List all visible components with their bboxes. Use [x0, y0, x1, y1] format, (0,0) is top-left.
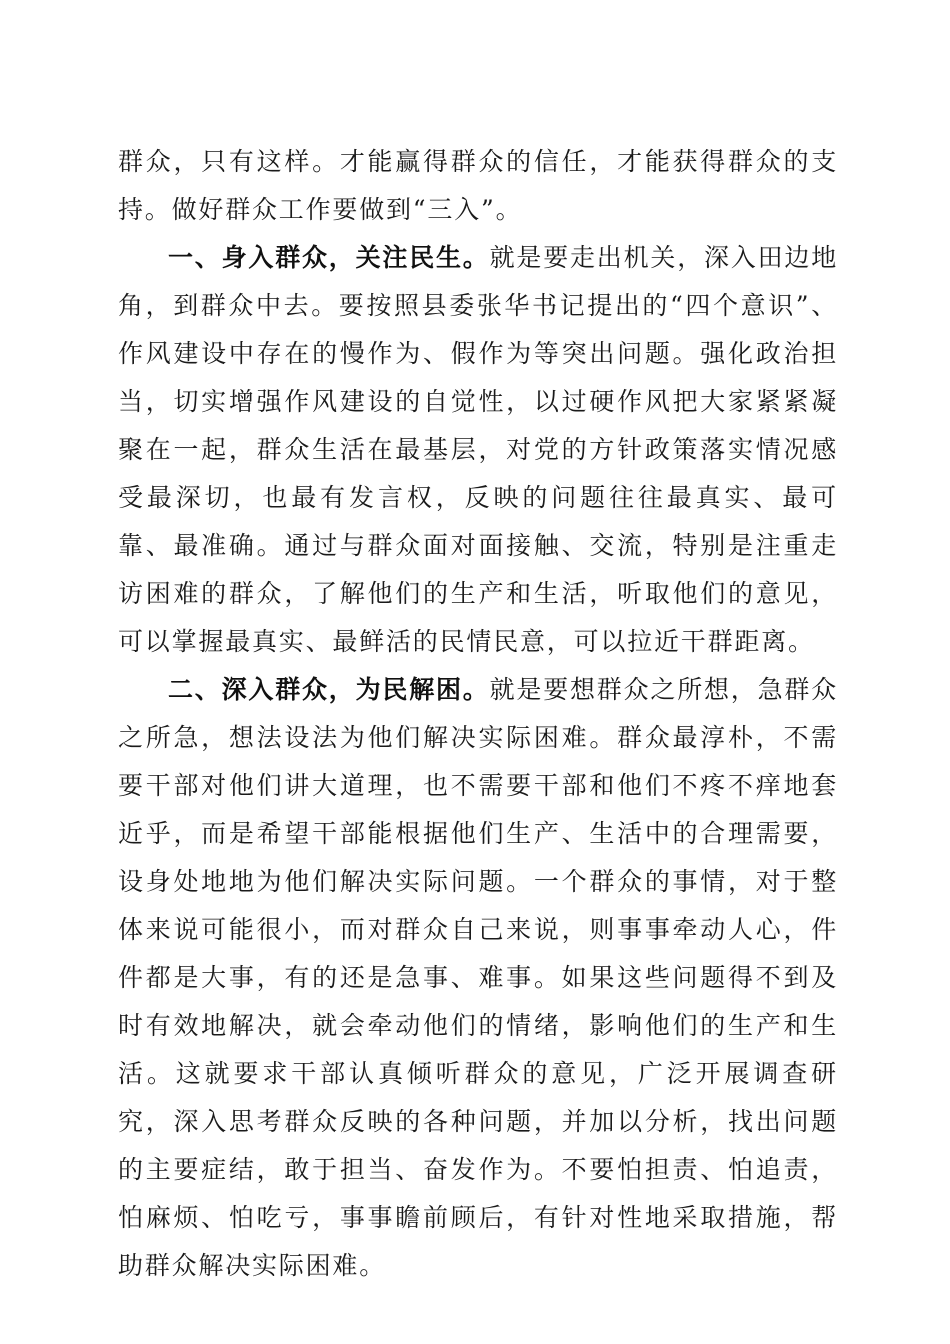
section-2-heading: 二、深入群众，为民解困。 — [168, 675, 490, 704]
section-1-paragraph — [118, 234, 838, 666]
section-1-heading: 一、身入群众，关注民生。 — [168, 243, 490, 272]
document-body — [118, 138, 838, 1290]
section-1-body: 就是要走出机关，深入田边地角，到群众中去。要按照县委张华书记提出的“四个意识”、作风建设中存在的慢作为、假作为等突出问题。强化政治担当，切实增强作风建设的自觉性，以过硬作风把大家紧紧凝聚在一起，群众生活在最基层，对党的方针政策落实情况感受最深切，也最有发言权，反映的问题往往最真实、最可靠、最准确。通过与群众面对面接触、交流，特别是注重走访困难的群众，了解他们的生产和生活，听取他们的意见，可以掌握最真实、最鲜活的民情民意，可以拉近干群距离。 — [118, 243, 839, 656]
intro-paragraph: 群众，只有这样。才能赢得群众的信任，才能获得群众的支持。做好群众工作要做到“三入”。 — [118, 147, 838, 224]
section-2-paragraph — [118, 666, 838, 1290]
section-2-body: 就是要想群众之所想，急群众之所急，想法设法为他们解决实际困难。群众最淳朴，不需要干部对他们讲大道理，也不需要干部和他们不疼不痒地套近乎，而是希望干部能根据他们生产、生活中的合理需要，设身处地地为他们解决实际问题。一个群众的事情，对于整体来说可能很小，而对群众自己来说，则事事牵动人心，件件都是大事，有的还是急事、难事。如果这些问题得不到及时有效地解决，就会牵动他们的情绪，影响他们的生产和生活。这就要求干部认真倾听群众的意见，广泛开展调查研究，深入思考群众反映的各种问题，并加以分析，找出问题的主要症结，敢于担当、奋发作为。不要怕担责、怕追责，怕麻烦、怕吃亏，事事瞻前顾后，有针对性地采取措施，帮助群众解决实际困难。 — [118, 675, 839, 1280]
